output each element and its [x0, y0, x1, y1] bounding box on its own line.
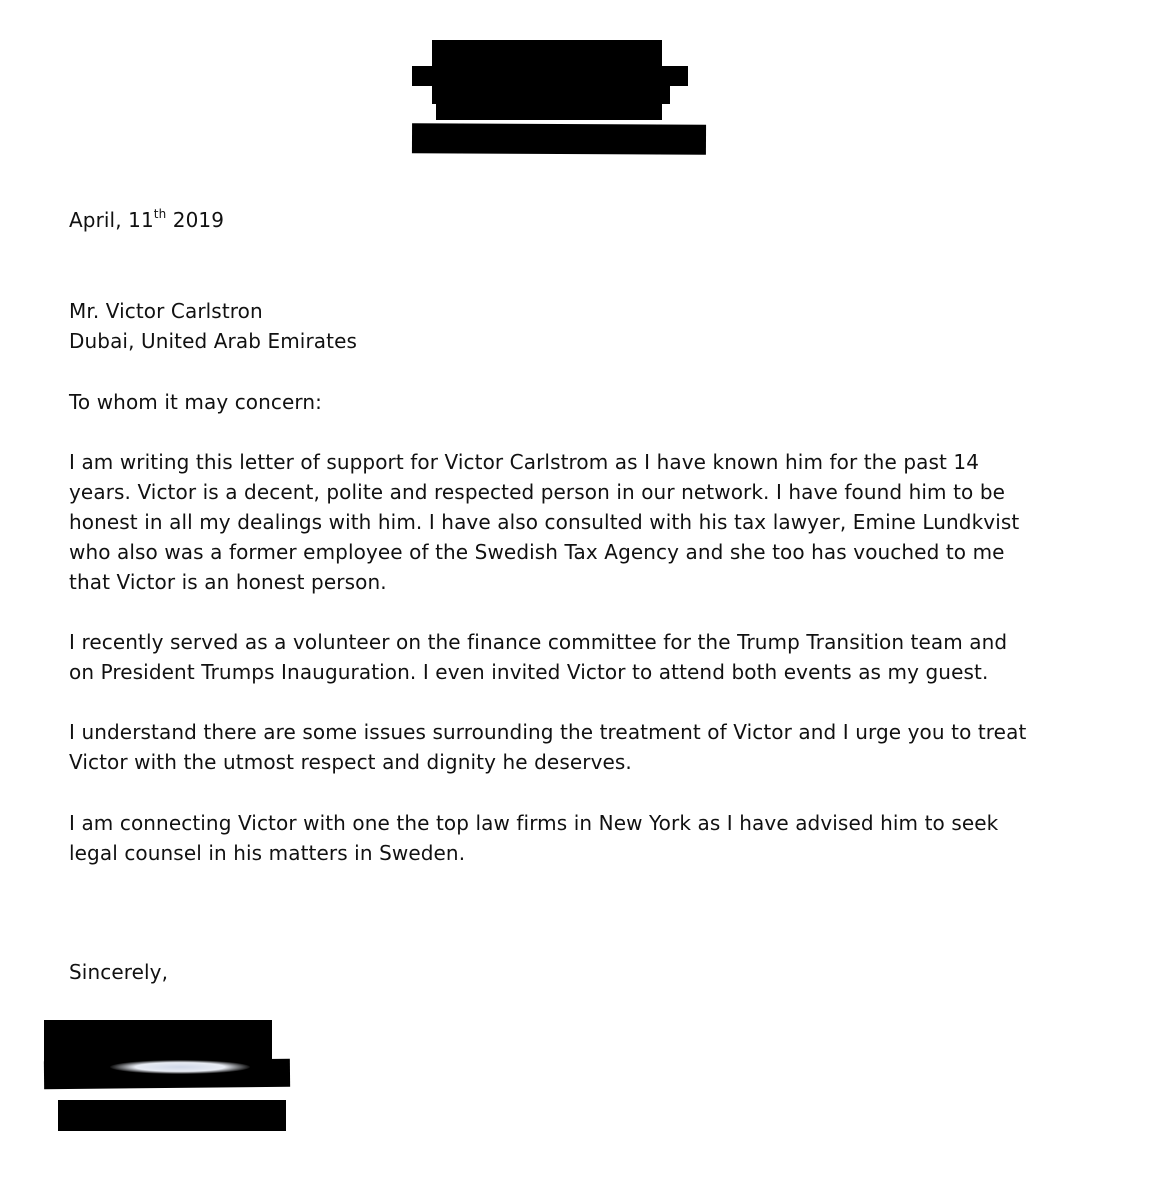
salutation: To whom it may concern: [69, 390, 323, 414]
closing: Sincerely, [69, 960, 169, 984]
date-year: 2019 [166, 208, 225, 232]
signature-image-fragment [110, 1060, 250, 1074]
date-ordinal: th [153, 207, 167, 221]
recipient-location: Dubai, United Arab Emirates [69, 329, 358, 353]
body-paragraph: I am writing this letter of support for Victor Carlstrom as I have known him for the past 14 years. Victor is a decent, polite and respected person in our network. I have found him to be honest in all my dealings with him. I have also consulted with his tax lawyer, Emine Lundkvist who also was a former employee of the Swedish Tax Agency and she too has vouched to me that Victor is an honest person. [69, 450, 1020, 594]
body-paragraph: I understand there are some issues surrounding the treatment of Victor and I urge you to treat Victor with the utmost respect and dignity he deserves. [69, 720, 1027, 774]
body-paragraph: I recently served as a volunteer on the finance committee for the Trump Transition team and on President Trumps Inauguration. I even invited Victor to attend both events as my guest. [69, 630, 1008, 684]
signature-redaction-bottom [58, 1100, 286, 1131]
letterhead-redaction-bottom [412, 123, 706, 155]
recipient-name: Mr. Victor Carlstron [69, 299, 263, 323]
letterhead-redaction-line-4 [436, 100, 662, 120]
letter-date [69, 205, 224, 235]
body-paragraph: I am connecting Victor with one the top law firms in New York as I have advised him to seek legal counsel in his matters in Sweden. [69, 811, 999, 865]
date-day: April, 11 [69, 208, 154, 232]
signature-redaction-top [44, 1020, 272, 1064]
